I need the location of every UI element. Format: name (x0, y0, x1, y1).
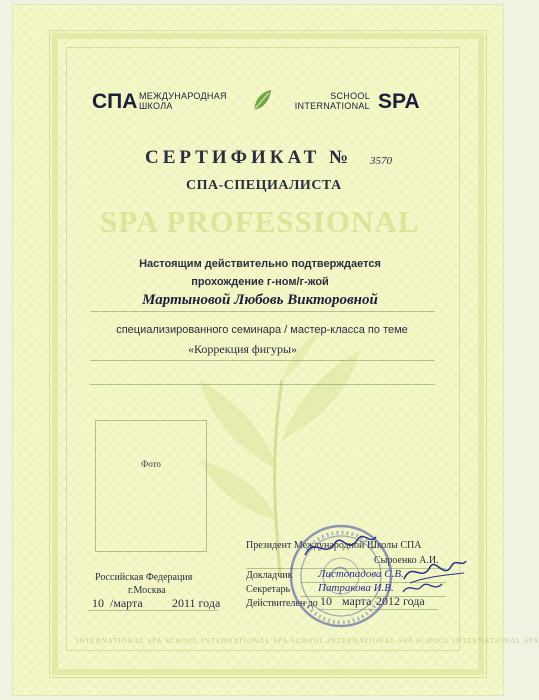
logo-text-left (139, 91, 227, 111)
certificate-subtitle: СПА-СПЕЦИАЛИСТА (186, 178, 342, 193)
blank-underline (90, 384, 435, 385)
logo-left-line1: МЕЖДУНАРОДНАЯ (139, 91, 227, 101)
issue-month: /марта (110, 596, 143, 610)
topic-underline (90, 360, 435, 361)
recipient-underline (90, 311, 435, 312)
logo-abbr-left: СПА (92, 90, 138, 113)
valid-year: 2012 года (376, 594, 425, 608)
certificate-title: СЕРТИФИКАТ № (145, 147, 353, 168)
spa-professional-watermark: SPA PROFESSIONAL (100, 204, 420, 239)
valid-month: марта (342, 594, 372, 608)
valid-until-label: Действителен до (246, 598, 318, 609)
course-description: специализированного семинара / мастер-класса по теме (116, 324, 408, 336)
logo-right-line1: SCHOOL (330, 91, 370, 101)
leaf-logo-icon (251, 88, 273, 112)
president-label: Президент Международной Школы СПА (246, 540, 422, 551)
border-pattern-text: INTERNATIONAL SPA SCHOOL INTERNATIONAL SPA SCHOOL INTERNATIONAL SPA SCHOOL INTERNATIONAL SPA (76, 637, 539, 645)
logo-left-line2: ШКОЛА (139, 101, 173, 111)
valid-day: 10 (320, 594, 332, 608)
logo-abbr-right: SPA (378, 90, 420, 113)
issue-country: Российская Федерация (95, 572, 193, 583)
secretary-label: Секретарь (246, 584, 291, 595)
speaker-label: Докладчик (246, 570, 293, 581)
issue-year: 2011 года (172, 596, 221, 610)
issue-month-text: марта (113, 596, 143, 610)
secretary-name: Патракова И.В. (318, 582, 394, 594)
confirm-line-2: прохождение г-ном/г-жой (191, 276, 329, 288)
recipient-name: Мартыновой Любовь Викторовной (142, 292, 378, 308)
logo-right-line2: INTERNATIONAL (294, 101, 370, 111)
secretary-signature-icon (400, 578, 446, 598)
issue-day: 10 (92, 596, 104, 610)
course-topic: «Коррекция фигуры» (188, 342, 298, 356)
issue-city: г.Москва (128, 585, 166, 596)
president-name: Сыроенко А.И. (374, 555, 439, 566)
president-signature-icon (300, 525, 380, 565)
photo-label: Фото (141, 459, 161, 469)
speaker-name: Листопадова С.В. (318, 568, 404, 580)
confirm-line-1: Настоящим действительно подтверждается (139, 258, 381, 270)
certificate-number: 3570 (370, 155, 392, 167)
photo-placeholder (95, 420, 207, 552)
logo-text-right (290, 91, 370, 111)
issue-date-line (88, 610, 218, 611)
